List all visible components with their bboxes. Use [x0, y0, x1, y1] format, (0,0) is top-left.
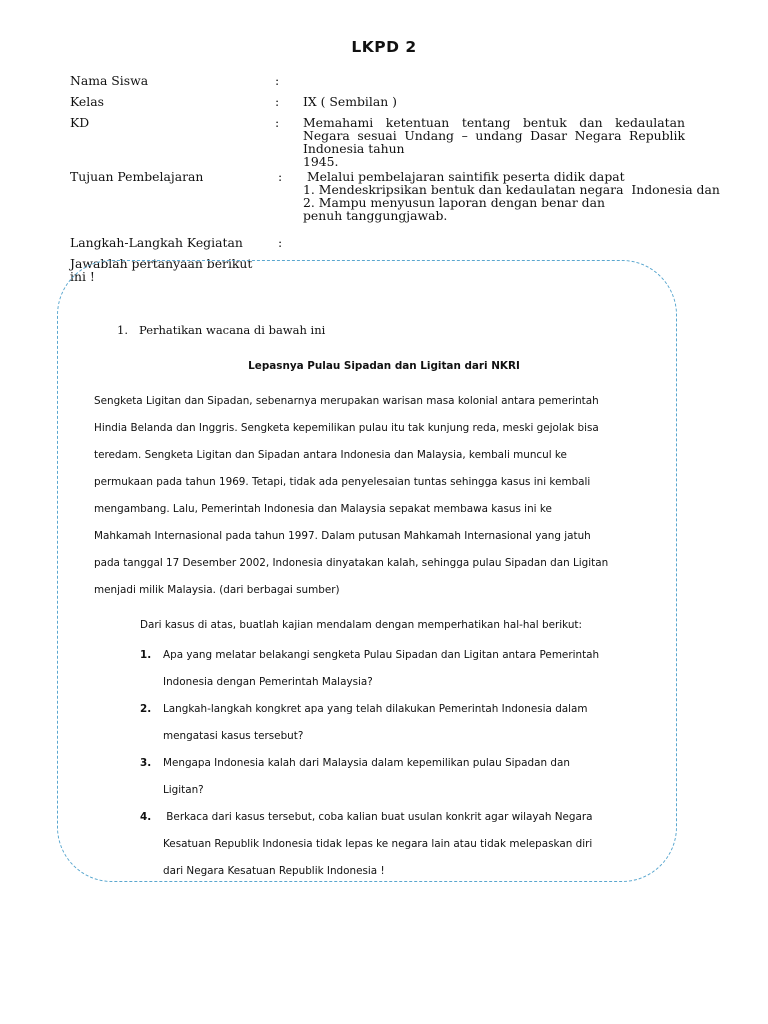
tujuan-line: 2. Mampu menyusun laporan dengan benar dan: [303, 195, 605, 210]
question-line: Berkaca dari kasus tersebut, coba kalian buat usulan konkrit agar wilayah Negara: [163, 811, 593, 823]
item-text: Perhatikan wacana di bawah ini: [139, 323, 326, 337]
kelas-value: IX ( Sembilan ): [303, 94, 397, 109]
paragraph-line: mengambang. Lalu, Pemerintah Indonesia dan Malaysia sepakat membawa kasus ini ke: [94, 503, 552, 515]
tujuan-colon: :: [278, 169, 283, 184]
document-title: LKPD 2: [351, 38, 417, 56]
kd-line: Memahami ketentuan tentang bentuk dan kedaulatan: [303, 115, 685, 130]
kd-label: KD: [70, 115, 90, 130]
question-line: mengatasi kasus tersebut?: [163, 730, 304, 742]
tujuan-label: Tujuan Pembelajaran: [70, 169, 204, 184]
kelas-label: Kelas: [70, 94, 104, 109]
nama-siswa-label: Nama Siswa: [70, 73, 149, 88]
question-line: Langkah-langkah kongkret apa yang telah dilakukan Pemerintah Indonesia dalam: [163, 703, 588, 715]
tujuan-line: penuh tanggungjawab.: [303, 208, 448, 223]
kd-line: Negara sesuai Undang – undang Dasar Negara Republik: [303, 128, 685, 143]
paragraph-line: Hindia Belanda dan Inggris. Sengketa kepemilikan pulau itu tak kunjung reda, meski gejolak bisa: [94, 422, 599, 434]
paragraph-line: menjadi milik Malaysia. (dari berbagai sumber): [94, 584, 340, 596]
kelas-colon: :: [275, 94, 280, 109]
paragraph-line: Mahkamah Internasional pada tahun 1997. Dalam putusan Mahkamah Internasional yang jatuh: [94, 530, 591, 542]
paragraph-line: Sengketa Ligitan dan Sipadan, sebenarnya merupakan warisan masa kolonial antara pemerintah: [94, 395, 599, 407]
kd-line: 1945.: [303, 154, 339, 169]
paragraph-line: pada tanggal 17 Desember 2002, Indonesia dinyatakan kalah, sehingga pulau Sipadan dan Ligitan: [94, 557, 609, 569]
question-number: 4.: [140, 811, 152, 823]
article-title: Lepasnya Pulau Sipadan dan Ligitan dari NKRI: [248, 360, 520, 372]
questions-intro: Dari kasus di atas, buatlah kajian mendalam dengan memperhatikan hal-hal berikut:: [140, 619, 582, 631]
instruction-line: ini !: [70, 269, 95, 284]
instruction-line: Jawablah pertanyaan berikut: [70, 256, 253, 271]
langkah-label: Langkah-Langkah Kegiatan: [70, 235, 243, 250]
langkah-colon: :: [278, 235, 283, 250]
question-number: 2.: [140, 703, 152, 715]
question-line: Kesatuan Republik Indonesia tidak lepas ke negara lain atau tidak melepaskan diri: [163, 838, 593, 850]
question-line: Mengapa Indonesia kalah dari Malaysia dalam kepemilikan pulau Sipadan dan: [163, 757, 570, 769]
question-line: Ligitan?: [163, 784, 204, 796]
paragraph-line: teredam. Sengketa Ligitan dan Sipadan antara Indonesia dan Malaysia, kembali muncul ke: [94, 449, 567, 461]
question-line: Indonesia dengan Pemerintah Malaysia?: [163, 676, 373, 688]
question-line: dari Negara Kesatuan Republik Indonesia !: [163, 865, 385, 877]
nama-siswa-colon: :: [275, 73, 280, 88]
paragraph-line: permukaan pada tahun 1969. Tetapi, tidak ada penyelesaian tuntas sehingga kasus ini kembali: [94, 476, 591, 488]
kd-line: Indonesia tahun: [303, 141, 405, 156]
question-number: 1.: [140, 649, 152, 661]
question-line: Apa yang melatar belakangi sengketa Pulau Sipadan dan Ligitan antara Pemerintah: [163, 649, 600, 661]
kd-colon: :: [275, 115, 280, 130]
question-number: 3.: [140, 757, 152, 769]
item-number: 1.: [117, 323, 128, 337]
tujuan-line: 1. Mendeskripsikan bentuk dan kedaulatan negara Indonesia dan: [303, 182, 720, 197]
tujuan-line: Melalui pembelajaran saintifik peserta didik dapat: [303, 169, 625, 184]
